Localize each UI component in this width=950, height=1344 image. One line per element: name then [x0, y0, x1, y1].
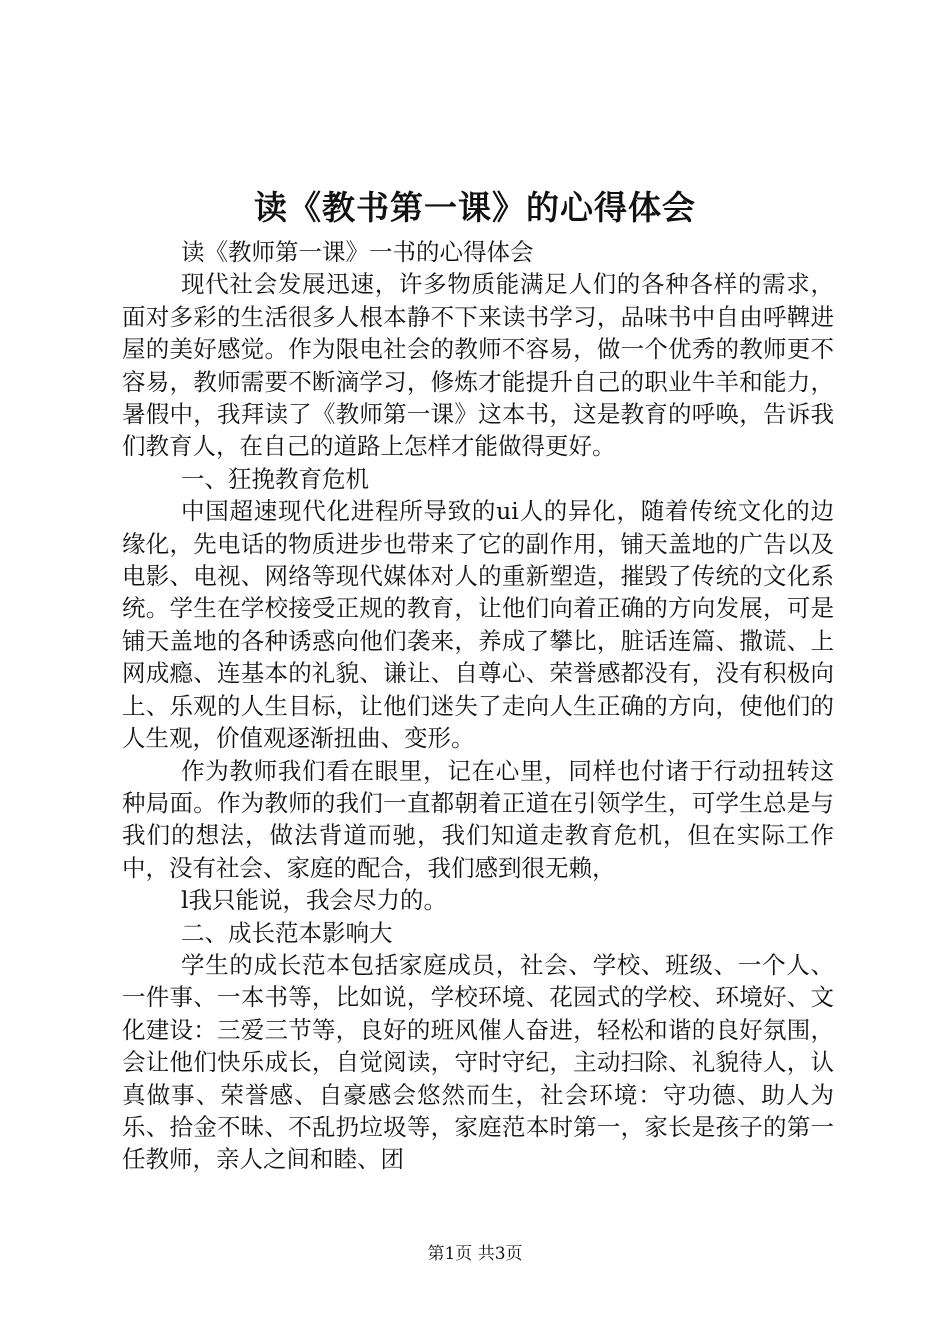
section-heading-1: 一、狂挽教育危机: [181, 464, 369, 493]
paragraph-subtitle: 读《教师第一课》一书的心得体会: [181, 238, 534, 266]
paragraph-section-2: 学生的成长范本包括家庭成员，社会、学校、班级、一个人、一件事、一本书等，比如说，学校环境、花园式的学校、环境好、文化建设：三爱三节等，良好的班风催人奋进，轻松和谐的良好氛围，会让他们快乐成长，自觉阅读，守时守纪，主动扫除、礼貌待人，认真做事、荣誉感、自豪感会悠然而生，社会环境：守功德、助人为乐、拾金不昧、不乱扔垃圾等，家庭范本时第一，家长是孩子的第一任教师，亲人之间和睦、团: [122, 950, 834, 1174]
page-footer: 第1页 共3页: [427, 1244, 523, 1264]
paragraph-short-note: l我只能说，我会尽力的。: [181, 886, 448, 915]
section-heading-2: 二、成长范本影响大: [181, 918, 393, 947]
document-body: [122, 236, 834, 1176]
paragraph-section-1: 中国超速现代化进程所导致的ui人的异化，随着传统文化的边缘化，先电话的物质进步也带来了它的副作用，铺天盖地的广告以及电影、电视、网络等现代媒体对人的重新塑造，摧毁了传统的文化系统。学生在学校接受正规的教育，让他们向着正确的方向发展，可是铺天盖地的各种诱惑向他们袭来，养成了攀比，脏话连篇、撒谎、上网成瘾、连基本的礼貌、谦让、自尊心、荣誉感都没有，没有积极向上、乐观的人生目标，让他们迷失了走向人生正确的方向，使他们的人生观，价值观逐渐扭曲、变形。: [122, 497, 834, 753]
paragraph-teacher-view: 作为教师我们看在眼里，记在心里，同样也付诸于行动扭转这种局面。作为教师的我们一直都朝着正道在引领学生，可学生总是与我们的想法，做法背道而驰，我们知道走教育危机，但在实际工作中，没有社会、家庭的配合，我们感到很无赖，: [122, 756, 834, 882]
paragraph-intro: 现代社会发展迅速，许多物质能满足人们的各种各样的需求，面对多彩的生活很多人根本静不下来读书学习，品味书中自由呼鞞进屋的美好感觉。作为限电社会的教师不容易，做一个优秀的教师更不容易，教师需要不断滴学习，修炼才能提升自己的职业牛羊和能力，暑假中，我拜读了《教师第一课》这本书，这是教育的呼唤，告诉我们教育人，在自己的道路上怎样才能做得更好。: [122, 270, 834, 461]
document-title: 读《教书第一课》的心得体会: [254, 188, 696, 227]
